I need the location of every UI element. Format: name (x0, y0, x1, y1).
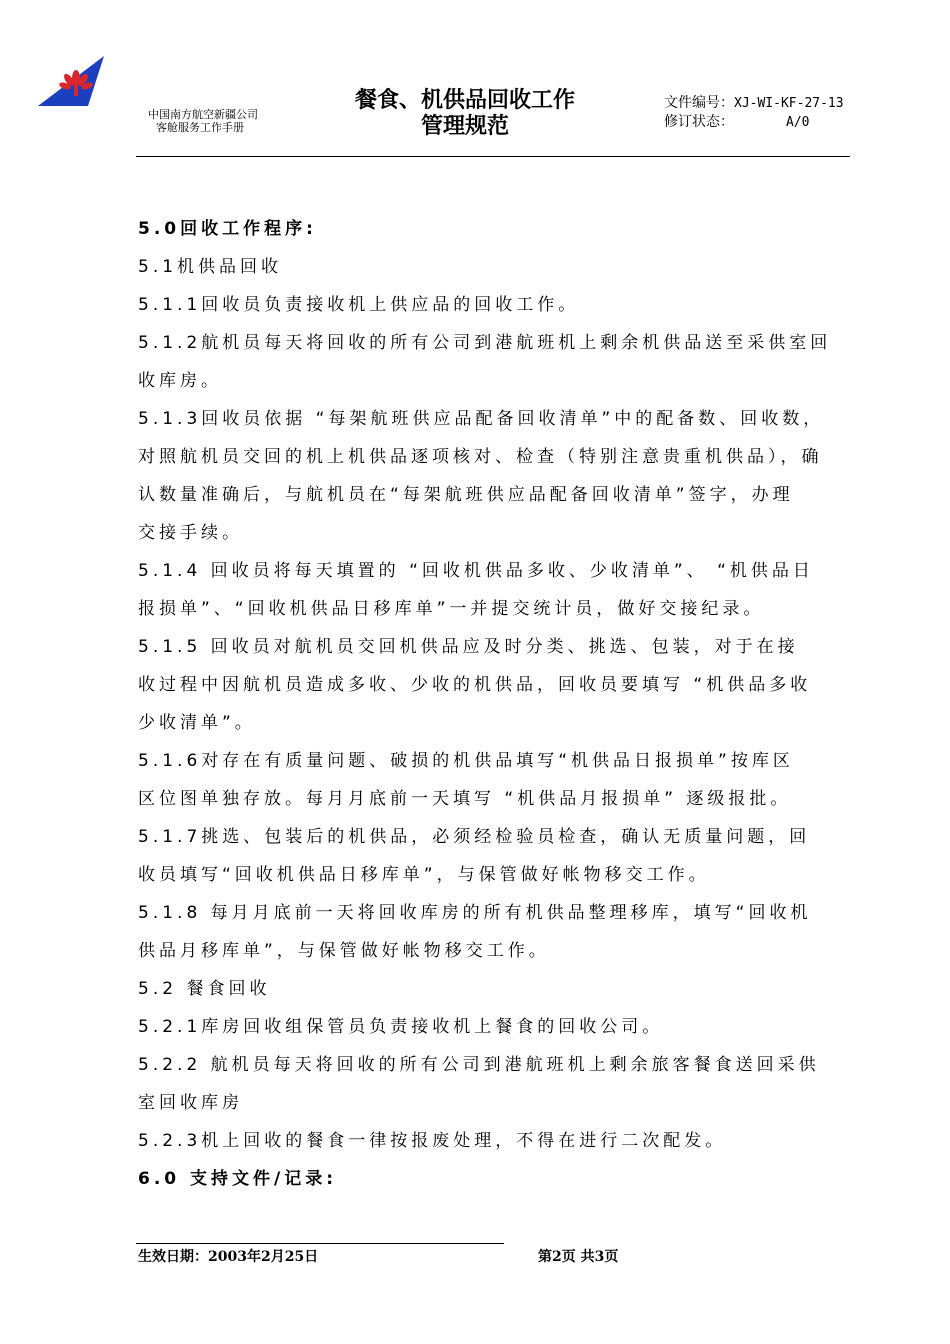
body-line: 5.1.2航机员每天将回收的所有公司到港航班机上剩余机供品送至采供室回 (138, 333, 832, 353)
revision-value: A/0 (786, 115, 810, 130)
body-line: 5.1机供品回收 (138, 257, 283, 277)
doc-number-row (664, 94, 844, 113)
body-line: 5.1.4 回收员将每天填置的 “回收机供品多收、少收清单”、 “机供品日 (138, 561, 814, 581)
body-line: 5.1.5 回收员对航机员交回机供品应及时分类、挑选、包装，对于在接 (138, 637, 799, 657)
doc-number-label: 文件编号： (664, 95, 734, 111)
page-number: 第2页 共3页 (538, 1249, 619, 1265)
body-line: 对照航机员交回的机上机供品逐项核对、检查（特别注意贵重机供品），确 (138, 447, 823, 467)
body-line: 少收清单”。 (138, 713, 256, 733)
body-line: 5.1.6对存在有质量问题、破损的机供品填写“机供品日报损单”按库区 (138, 751, 794, 771)
header-divider (136, 156, 850, 157)
footer-divider (136, 1243, 504, 1244)
revision-label: 修订状态： (664, 114, 734, 130)
china-southern-logo (38, 56, 108, 106)
doc-number-value: XJ-WI-KF-27-13 (734, 96, 844, 111)
title-line1: 餐食、机供品回收工作 (354, 88, 575, 113)
body-line: 报损单”、“回收机供品日移库单”一并提交统计员，做好交接纪录。 (138, 599, 765, 619)
revision-row (664, 113, 844, 132)
section-heading: 6.0 支持文件/记录: (138, 1169, 338, 1189)
body-line: 室回收库房 (138, 1093, 243, 1113)
body-line: 收库房。 (138, 371, 222, 391)
body-line: 5.2.2 航机员每天将回收的所有公司到港航班机上剩余旅客餐食送回采供 (138, 1055, 820, 1075)
company-name-line1: 中国南方航空新疆公司 (148, 108, 258, 121)
body-line: 5.2.1库房回收组保管员负责接收机上餐食的回收公司。 (138, 1017, 664, 1037)
effective-date: 生效日期：2003年2月25日 (138, 1249, 319, 1265)
body-line: 收过程中因航机员造成多收、少收的机供品，回收员要填写 “机供品多收 (138, 675, 812, 695)
section-heading: 5.0回收工作程序: (138, 219, 317, 239)
body-line: 5.1.1回收员负责接收机上供应品的回收工作。 (138, 295, 580, 315)
body-line: 5.1.7挑选、包装后的机供品，必须经检验员检查，确认无质量问题，回 (138, 827, 811, 847)
document-body (138, 210, 868, 1198)
body-line: 5.1.3回收员依据 “每架航班供应品配备回收清单”中的配备数、回收数， (138, 409, 825, 429)
body-line: 交接手续。 (138, 523, 243, 543)
body-line: 5.1.8 每月月底前一天将回收库房的所有机供品整理移库，填写“回收机 (138, 903, 812, 923)
body-line: 5.2 餐食回收 (138, 979, 271, 999)
title-line2: 管理规范 (420, 114, 509, 139)
body-line: 5.2.3机上回收的餐食一律按报废处理，不得在进行二次配发。 (138, 1131, 727, 1151)
body-line: 认数量准确后，与航机员在“每架航班供应品配备回收清单”签字，办理 (138, 485, 794, 505)
company-name (148, 108, 258, 134)
body-line: 供品月移库单”，与保管做好帐物移交工作。 (138, 941, 550, 961)
body-line: 区位图单独存放。每月月底前一天填写 “机供品月报损单” 逐级报批。 (138, 789, 792, 809)
document-meta (664, 94, 844, 132)
body-line: 收员填写“回收机供品日移库单”，与保管做好帐物移交工作。 (138, 865, 710, 885)
company-name-line2: 客舱服务工作手册 (156, 121, 244, 134)
document-title (330, 88, 600, 140)
